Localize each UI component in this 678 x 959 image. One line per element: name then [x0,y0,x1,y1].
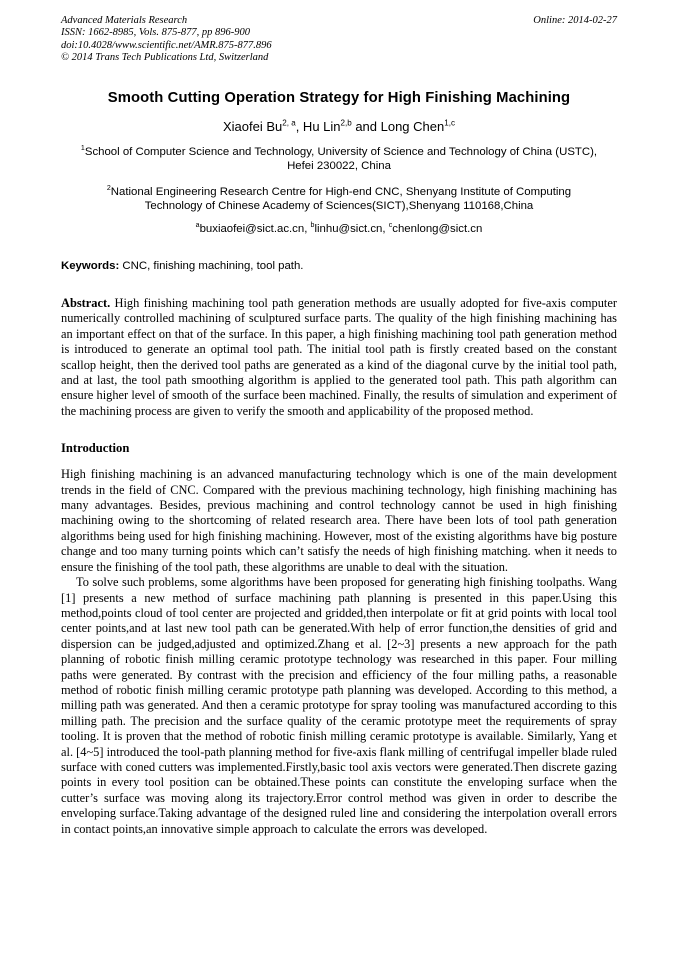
author-superscript: 2,b [340,118,352,128]
issn-line: ISSN: 1662-8985, Vols. 875-877, pp 896-900 [61,27,250,39]
online-date: Online: 2014-02-27 [533,15,617,26]
paper-title: Smooth Cutting Operation Strategy for High Finishing Machining [107,89,571,106]
author-superscript: 1,c [444,118,455,128]
email-address: linhu@sict.cn, [314,223,389,235]
email-superscript: a [195,222,200,230]
email-address: buxiaofei@sict.ac.cn, [199,223,311,235]
abstract-text: High finishing machining tool path generation methods are usually adopted for five-axis computer numerically controlled machining of sculptured surface parts. The quality of the high finishing machining has an important effect on that of the surface. In this paper, a high finishing machining tool path generation method is introduced to generate an optimal tool path. The initial tool path is firstly created based on the constant scallop height, then the derived tool paths are generated as a kind of the diagonal curve by the initial tool path, and at last, the tool path smoothing algorithm is applied to the generated tool path. This path algorithm can ensure higher level of smooth of the surface been machined. Finally, the results of simulation and experiment of the machining process are given to verify the smooth and applicability of the proposed method. [61,296,617,418]
affiliation-superscript: 1 [80,144,85,152]
keywords-line [61,260,617,272]
intro-paragraph-2: To solve such problems, some algorithms have been proposed for generating high finishing toolpaths. Wang [1] presents a new method of surface machining path planning is presented in this paper.Using this method,points cloud of tool center are projected and gridded,then interpolate or fit at grid points with local tool center points,and at last new tool path can be generated.With help of error function,the densities of grid and dispersion can be judged,adjusted and optimized.Zhang et al. [2~3] presents a new approach for the path planning of robotic finish milling ceramic prototype technology was researched in this paper. Four milling paths were generated. By contrast with the precision and efficiency of the four milling paths, a reasonable method of robotic finish milling ceramic prototype path planning was developed. According to this method, a milling path was generated. And then a ceramic prototype for spray tooling was manufactured according to this milling path. The precision and the surface quality of the ceramic prototype meet the requirements of spray tooling. It is proven that the method of robotic finish milling ceramic prototype is available. Similarly, Yang et al. [4~5] introduced the tool-path planning method for five-axis flank milling of centrifugal impeller blade ruled surface with coned cutters was implemented.Firstly,basic tool axis vectors were generated.Then discrete gazing points in every tool position can be obtained.These points can constitute the enveloping surface when the cutter’s surface was moving along its trajectory.Error control method was given in order to describe the enveloping surface.Taking advantage of the designed ruled line and considering the interpolation overall errors in contact points,an innovative simple approach to calculate the errors was developed. [61,575,617,836]
email-2 [311,223,389,235]
email-1 [196,223,311,235]
author-3 [352,119,455,134]
author-1 [223,119,296,134]
journal-name: Advanced Materials Research [61,15,188,26]
author-name: Xiaofei Bu [223,118,283,134]
section-heading-introduction: Introduction [61,441,130,456]
email-superscript: c [388,222,393,230]
affiliation-2 [61,185,617,214]
author-name: and Long Chen [351,118,445,134]
abstract-paragraph [61,296,617,419]
keywords-text: CNC, finishing machining, tool path. [119,260,304,272]
journal-info [61,15,272,65]
journal-header [61,15,617,65]
doi-line: doi:10.4028/www.scientific.net/AMR.875-877.896 [61,39,272,51]
affiliation-superscript: 2 [106,185,111,193]
intro-paragraph-1: High finishing machining is an advanced manufacturing technology which is one of the main development trends in the field of CNC. Compared with the previous machining technology, high finishing machining has many advantages. Besides, previous machining and control technology cannot be used in high finishing machining owing to the shortcoming of related research area. There have been lots of tool path generation algorithms being used for high finishing machining. However, most of the existing algorithms have big posture change and too many turning points which can’t satisfy the needs of high finishing matching. when it needs to ensure the finishing of the tool path, these algorithms are unable to deal with the situation. [61,467,617,574]
author-2 [296,119,352,134]
emails-line [61,223,617,235]
keywords-label: Keywords: [61,260,120,272]
email-3 [389,223,483,235]
author-superscript: 2, a [282,118,296,128]
affiliation-text: School of Computer Science and Technology, University of Science and Technology of China (USTC), Hefei 230022, China [84,145,598,173]
copyright-line: © 2014 Trans Tech Publications Ltd, Switzerland [61,52,269,64]
affiliation-1 [61,145,617,174]
affiliation-text: National Engineering Research Centre for High-end CNC, Shenyang Institute of Computing Technology of Chinese Academy of Sciences(SICT),Shenyang 110168,China [110,185,572,213]
author-name: , Hu Lin [295,118,341,134]
email-address: chenlong@sict.cn [392,223,483,235]
authors-line [61,119,617,134]
abstract-label: Abstract. [61,296,111,310]
email-superscript: b [310,222,315,230]
